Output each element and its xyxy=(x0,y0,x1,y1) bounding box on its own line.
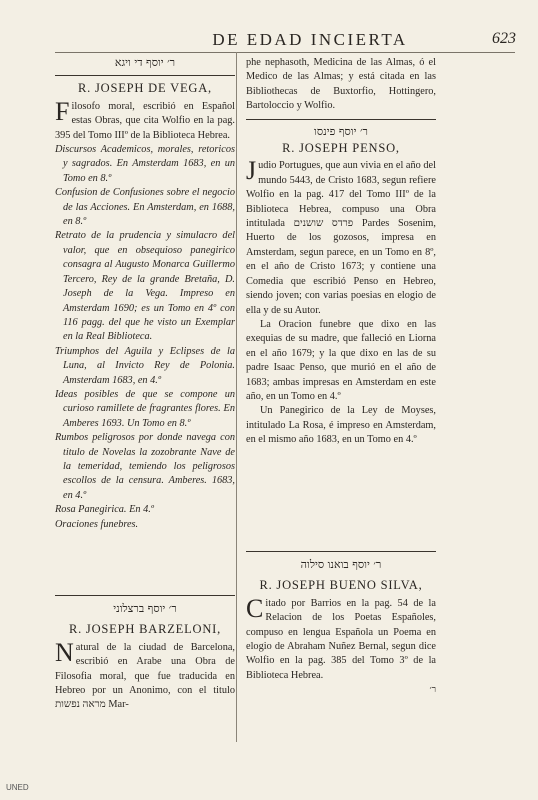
right-column xyxy=(246,56,436,448)
page-number: 623 xyxy=(492,30,516,47)
left-column xyxy=(55,56,235,532)
entry-text: ilosofo moral, escribió en Español estas Obras, que cita Wolfio en la pag. 395 del Tomo IIIº de la Biblioteca Hebrea. xyxy=(55,100,235,141)
separator-rule xyxy=(55,75,235,76)
entry-paragraph: Un Panegirico de la Ley de Moyses, intitulado La Rosa, é impreso en Amsterdam, en el mismo año 1683, en un Tomo en 4.º xyxy=(246,405,436,446)
entry-text: atural de la ciudad de Barcelona, escribió en Arabe una Obra de Filosofia moral, que fue traducida en Hebreo por un Anonimo, con el titulo מראה נפשות Mar- xyxy=(55,641,235,711)
entry-intro-vega xyxy=(55,96,235,143)
work-item: Discursos Academicos, morales, retoricos y sagrados. En Amsterdam 1683, en un Tomo en 8.º xyxy=(55,144,235,184)
hebrew-name-vega: ר׳ יוסף די ויגא xyxy=(114,56,176,69)
hebrew-name-barzeloni: ר׳ יוסף ברצלוני xyxy=(113,602,177,615)
separator-rule xyxy=(55,595,235,596)
entry-title-barzeloni: R. JOSEPH BARZELONI, xyxy=(68,622,222,637)
work-item: Retrato de la prudencia y simulacro del valor, que en obsequioso panegirico consagra al Augusto Monarca Guillermo Tercero, Rey de la grande Bretaña, D. Joseph de la Vega. Impreso en Amsterdam 1690; es un Tomo en 4º con 116 pagg. del que he visto un Exemplar en la Real Biblioteca. xyxy=(55,230,235,343)
entry-paragraph: La Oracion funebre que dixo en las exequias de su madre, que falleció en Liorna en el año 1679; y la que dixo en las de su padre Isaac Penso, que murió en el año de 1683; ambas impresas en Amsterdam en este año, en un Tomo en 4.º xyxy=(246,318,436,402)
work-item: Rumbos peligrosos por donde navega con titulo de Novelas la zozobrante Nave de la temeridad, temiendo los peligrosos escollos de la censura. Amberes. 1683, en 4.º xyxy=(55,432,235,501)
entry-title-penso: R. JOSEPH PENSO, xyxy=(282,141,400,156)
work-item: Oraciones funebres. xyxy=(55,518,139,530)
library-watermark: UNED xyxy=(6,783,29,792)
drop-cap: C xyxy=(246,593,264,623)
entry-text: itado por Barrios en la pag. 54 de la Relacion de los Poetas Españoles, compuso en lengua Española un Poema en elogio de Abraham Nuñez Bernal, segun dice Wolfio en la pag. 385 del Tomo 3º de la Biblioteca Hebrea. xyxy=(246,597,436,681)
work-item: Rosa Panegirica. En 4.º xyxy=(55,504,154,516)
catchword: ר׳ xyxy=(429,685,436,696)
entry-title-vega: R. JOSEPH DE VEGA, xyxy=(78,81,212,96)
drop-cap: N xyxy=(55,637,74,667)
column-divider xyxy=(236,52,237,742)
work-item: Confusion de Confusiones sobre el negocio de las Acciones. En Amsterdam, en 1688, en 8.º xyxy=(55,187,235,228)
drop-cap: F xyxy=(55,96,70,126)
header-rule xyxy=(55,52,515,53)
entry-text-penso xyxy=(246,156,437,317)
running-head: DE EDAD INCIERTA xyxy=(212,30,408,49)
hebrew-name-penso: ר׳ יוסף פינסו xyxy=(314,124,368,138)
drop-cap: J xyxy=(246,156,257,186)
work-item: Ideas posibles de que se compone un curioso ramillete de fragrantes flores. En Amberes 1693. Un Tomo en 8.º xyxy=(55,388,235,429)
separator-rule xyxy=(246,551,436,552)
left-column-lower xyxy=(55,590,235,713)
continuation-text: phe nephasoth, Medicina de las Almas, ó el Medico de las Almas; y está citada en las Bibliothecas de Buxtorfio, Hottingero, Bartoloccio y Wolfio. xyxy=(246,57,436,112)
hebrew-name-bueno-silva: ר׳ יוסף בואנו סילוה xyxy=(300,558,382,571)
entry-text-bueno-silva xyxy=(246,593,436,683)
entry-text-barzeloni xyxy=(55,637,235,713)
right-column-lower xyxy=(246,546,436,698)
work-item: Triumphos del Aguila y Eclipses de la Luna, al Invicto Rey de Polonia. Amsterdam 1683, en 4.º xyxy=(55,345,235,386)
separator-rule xyxy=(246,119,436,120)
entry-title-bueno-silva: R. JOSEPH BUENO SILVA, xyxy=(259,578,423,593)
entry-text: udio Portugues, que aun vivia en el año del mundo 5443, de Cristo 1683, segun refiere Wolfio en la pag. 417 del Tomo IIIº de la Biblioteca Hebrea, compuso una Obra intitulada פרדס שושנים Pardes Sosenim, Huerto de los gozosos, impresa en Amsterdam, segun parece, en un Tomo en 8º, en el año de Cristo 1673; y contiene una Comedia que escribió Penso en Hebreo, siendo joven; con varias poesias en elogio de ella y de su Autor. xyxy=(246,160,437,316)
